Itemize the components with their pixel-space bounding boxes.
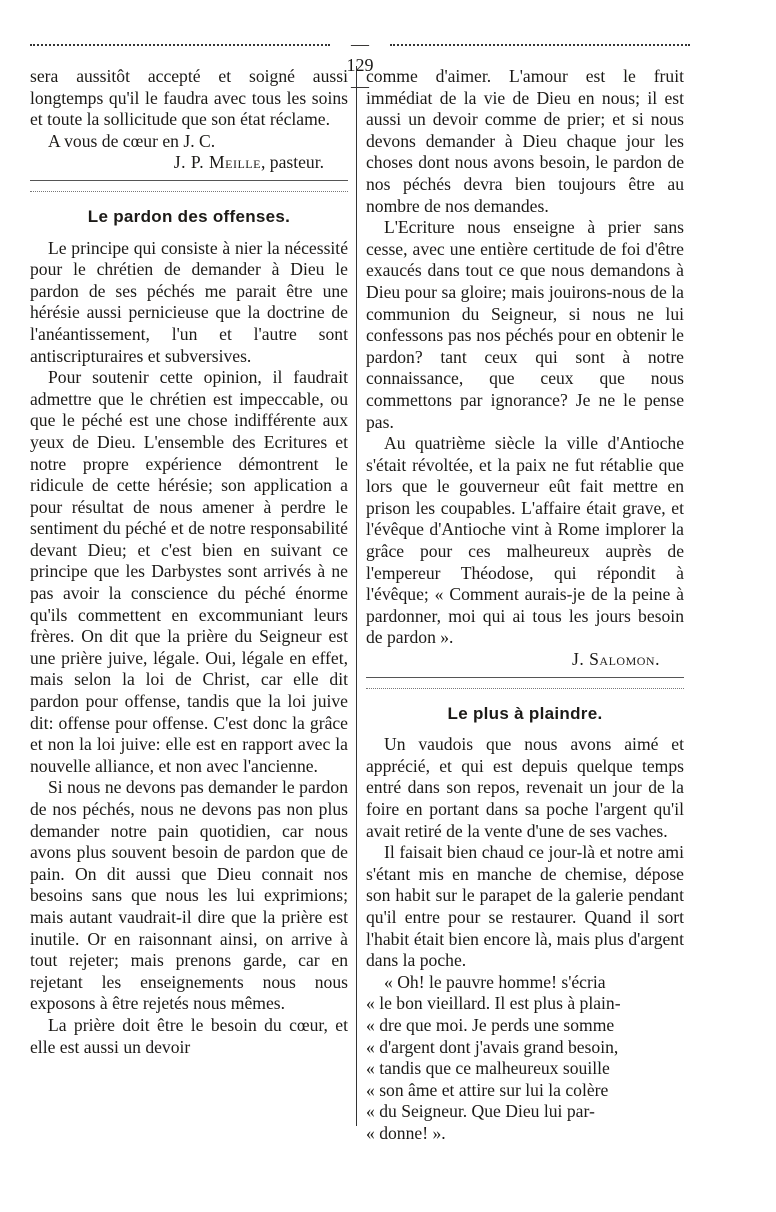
body-paragraph: La prière doit être le besoin du cœur, et elle est aussi un devoir xyxy=(30,1014,348,1057)
signature-line: J. Salomon. xyxy=(572,649,660,670)
body-paragraph: Au quatrième siècle la ville d'Antioche s'était révoltée, et la paix ne fut rétablie que lors que le gouverneur eût fait mettre en prison les coupables. L'affaire était grave, et l'évêque d'Antioche vint à Rome implorer la grâce pour ces malheureux auprès de l'empereur Théodose, qui répondit à l'évêque; « Comment aurais-je de la peine à pardonner, moi qui ai tous les jours besoin de pardon ». xyxy=(366,433,684,648)
quote-line: « donne! ». xyxy=(366,1122,446,1143)
signature-line xyxy=(30,152,348,174)
intro-paragraph: sera aussitôt accepté et soigné aussi longtemps qu'il le faudra avec tous les soins et toute la sollicitude que son état réclame. xyxy=(30,66,348,130)
story-paragraph: Il faisait bien chaud ce jour-là et notre ami s'étant mis en manche de chemise, dépose son habit sur le parapet de la galerie pendant qu'il entre pour se restaurer. Quand il sort l'habit était bien encore là, mais plus d'argent dans la poche. xyxy=(366,842,684,971)
signature-name: J. P. Meille xyxy=(173,152,261,173)
quote-line: « Oh! le pauvre homme! s'écria xyxy=(384,971,606,992)
quote-line: « son âme et attire sur lui la colère xyxy=(366,1079,609,1100)
quote-line: « du Seigneur. Que Dieu lui par- xyxy=(366,1101,595,1122)
body-paragraph: Pour soutenir cette opinion, il faudrait admettre que le chrétien est impeccable, ou que le péché est une chose indifférente aux yeux de Dieu. L'ensemble des Ecritures et notre propre expérience démontrent le ridicule de cette hérésie; son application a pour résultat de nous amener à perdre le sentiment du péché et de notre responsabilité devant Dieu; et c'est bien en suivant ce principe que les Darbystes sont arrivés à ne pas avoir la conscience du péché énorme qu'ils commettent en excommuniant leurs frères. On dit que la prière du Seigneur est une prière juive, légale. Oui, légale en effet, mais selon la loi de Christ, car elle dit pardon pour offense, tandis que la loi juive dit: offense pour offense. C'est donc la grâce et non la loi juive: elle est en rapport avec la nouvelle alliance, et non avec l'ancienne. xyxy=(30,367,348,776)
section-separator xyxy=(366,677,684,689)
story-paragraph: Un vaudois que nous avons aimé et apprécié, et qui est depuis quelque temps entré dans son repos, revenait un jour de la foire en portant dans sa poche l'argent qu'il avait retiré de la vente d'une de ses vaches. xyxy=(366,734,684,841)
body-paragraph: Si nous ne devons pas demander le pardon de nos péchés, nous ne devons pas non plus demander notre pain quotidien, car nous avons plus souvent besoin de pardon que de pain. On dit aussi que Dieu connait nos besoins sans que nous les lui exprimions; mais autant vaudrait-il dire que la prière est inutile. Or en raisonnant ainsi, on arrive à tout rejeter; mais prenons garde, car en rejetant les enseignements nous nous exposons à être rejetés nous mêmes. xyxy=(30,777,348,1014)
left-column xyxy=(30,66,348,1058)
page-header xyxy=(30,34,690,96)
quote-block xyxy=(366,972,684,1145)
continuation-paragraph: comme d'aimer. L'amour est le fruit immédiat de la vie de Dieu en nous; il est aussi un devoir comme de prier; et si nous devons demander à Dieu chaque jour les choses dont nous avons besoin, le pardon de nos péchés devra bien toujours être au nombre de nos demandes. xyxy=(366,66,684,216)
section-title: Le plus à plaindre. xyxy=(447,703,603,723)
section-title: Le pardon des offenses. xyxy=(87,206,291,226)
section-separator xyxy=(30,180,348,192)
closing-line: A vous de cœur en J. C. xyxy=(48,130,216,151)
quote-line: « tandis que ce malheureux souille xyxy=(366,1058,610,1079)
quote-line: « d'argent dont j'avais grand besoin, xyxy=(366,1036,619,1057)
right-column xyxy=(366,66,684,1145)
page-number: — 129 — xyxy=(346,34,374,96)
quote-line: « dre que moi. Je perds une somme xyxy=(366,1014,615,1035)
body-paragraph: Le principe qui consiste à nier la nécessité pour le chrétien de demander à Dieu le pardon de ses péchés me parait être une hérésie aussi pernicieuse que la doctrine de l'anéantissement, l'un et l'autre sont antiscripturaires et subversives. xyxy=(30,237,348,366)
signature-role: , pasteur. xyxy=(260,152,324,173)
body-paragraph: L'Ecriture nous enseigne à prier sans cesse, avec une entière certitude de foi d'être exaucés dans tout ce que nous demandons à Dieu pour sa gloire; mais jouirons-nous de la communion du Seigneur, si nous ne lui confessons pas nos péchés pour en obtenir le pardon? tant ceux qui sont à notre connaissance, que ceux que nous commettons par ignorance? Je ne le pense pas. xyxy=(366,217,684,432)
header-rule-right xyxy=(390,44,690,49)
column-divider xyxy=(356,66,357,1126)
quote-line: « le bon vieillard. Il est plus à plain- xyxy=(366,993,621,1014)
header-rule-left xyxy=(30,44,330,49)
